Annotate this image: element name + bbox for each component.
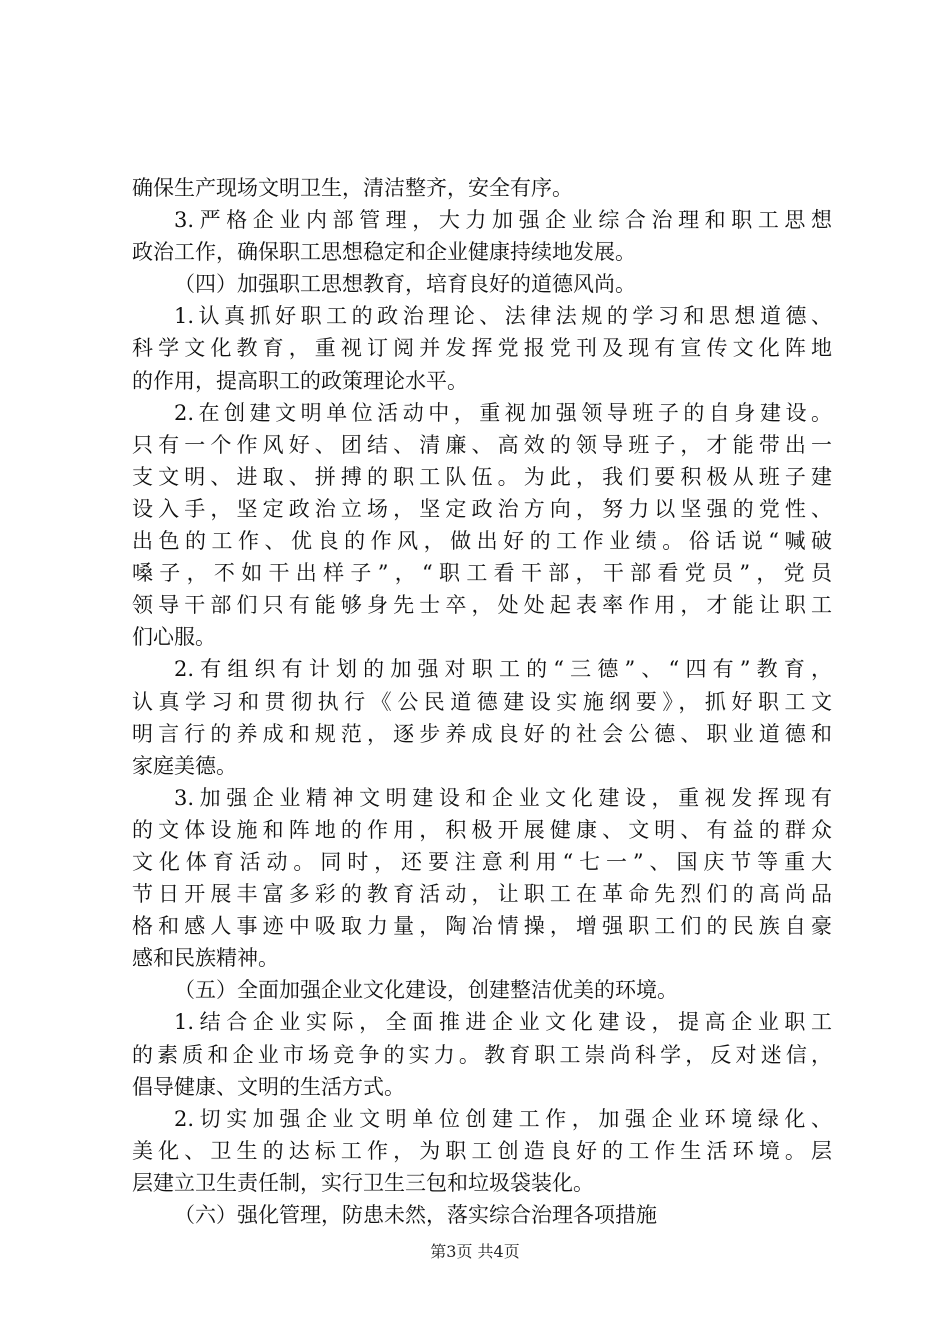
- text-line: 们心服。: [132, 625, 216, 650]
- text-line: 1.结合企业实际，全面推进企业文化建设，提高企业职工: [174, 1010, 832, 1035]
- text-line: 层建立卫生责任制，实行卫生三包和垃圾袋装化。: [132, 1170, 594, 1195]
- text-line: 明言行的养成和规范，逐步养成良好的社会公德、职业道德和: [132, 721, 832, 746]
- text-line: 政治工作，确保职工思想稳定和企业健康持续地发展。: [132, 240, 636, 265]
- text-line: 领导干部们只有能够身先士卒，处处起表率作用，才能让职工: [132, 593, 832, 618]
- text-line: 只有一个作风好、团结、清廉、高效的领导班子，才能带出一: [132, 432, 832, 457]
- text-line: 嗓子，不如干出样子”，“职工看干部，干部看党员”，党员: [132, 561, 832, 586]
- text-line: 出色的工作、优良的作风，做出好的工作业绩。俗话说“喊破: [132, 529, 832, 554]
- text-line: 家庭美德。: [132, 753, 237, 778]
- text-line: 2.有组织有计划的加强对职工的“三德”、“四有”教育，: [174, 657, 832, 682]
- section-heading: （五）全面加强企业文化建设，创建整洁优美的环境。: [174, 978, 678, 1003]
- text-line: 确保生产现场文明卫生，清洁整齐，安全有序。: [132, 176, 573, 200]
- text-line: 文化体育活动。同时，还要注意利用“七一”、国庆节等重大: [132, 849, 832, 874]
- text-line: 格和感人事迹中吸取力量，陶冶情操，增强职工们的民族自豪: [132, 914, 832, 939]
- text-line: 3.严格企业内部管理，大力加强企业综合治理和职工思想: [174, 208, 832, 233]
- text-line: 3.加强企业精神文明建设和企业文化建设，重视发挥现有: [174, 785, 832, 810]
- text-line: 认真学习和贯彻执行《公民道德建设实施纲要》，抓好职工文: [132, 689, 832, 714]
- text-line: 感和民族精神。: [132, 946, 279, 971]
- text-line: 科学文化教育，重视订阅并发挥党报党刊及现有宣传文化阵地: [132, 336, 832, 361]
- document-body: [132, 172, 832, 1231]
- page-footer: 第3页 共4页: [430, 1242, 520, 1261]
- text-line: 设入手，坚定政治立场，坚定政治方向，努力以坚强的党性、: [132, 496, 832, 521]
- text-line: 倡导健康、文明的生活方式。: [132, 1074, 405, 1099]
- text-line: 的素质和企业市场竞争的实力。教育职工崇尚科学，反对迷信，: [132, 1042, 832, 1067]
- text-line: 2.在创建文明单位活动中，重视加强领导班子的自身建设。: [174, 400, 832, 425]
- text-line: 的作用，提高职工的政策理论水平。: [132, 368, 468, 393]
- text-line: 支文明、进取、拼搏的职工队伍。为此，我们要积极从班子建: [132, 464, 832, 489]
- text-line: 美化、卫生的达标工作，为职工创造良好的工作生活环境。层: [132, 1138, 832, 1163]
- section-heading: （六）强化管理，防患未然，落实综合治理各项措施: [174, 1203, 657, 1227]
- text-line: 的文体设施和阵地的作用，积极开展健康、文明、有益的群众: [132, 817, 832, 842]
- text-line: 节日开展丰富多彩的教育活动，让职工在革命先烈们的高尚品: [132, 882, 832, 907]
- text-line: 1.认真抓好职工的政治理论、法律法规的学习和思想道德、: [174, 304, 832, 329]
- text-line: 2.切实加强企业文明单位创建工作，加强企业环境绿化、: [174, 1106, 832, 1131]
- section-heading: （四）加强职工思想教育，培育良好的道德风尚。: [174, 272, 636, 297]
